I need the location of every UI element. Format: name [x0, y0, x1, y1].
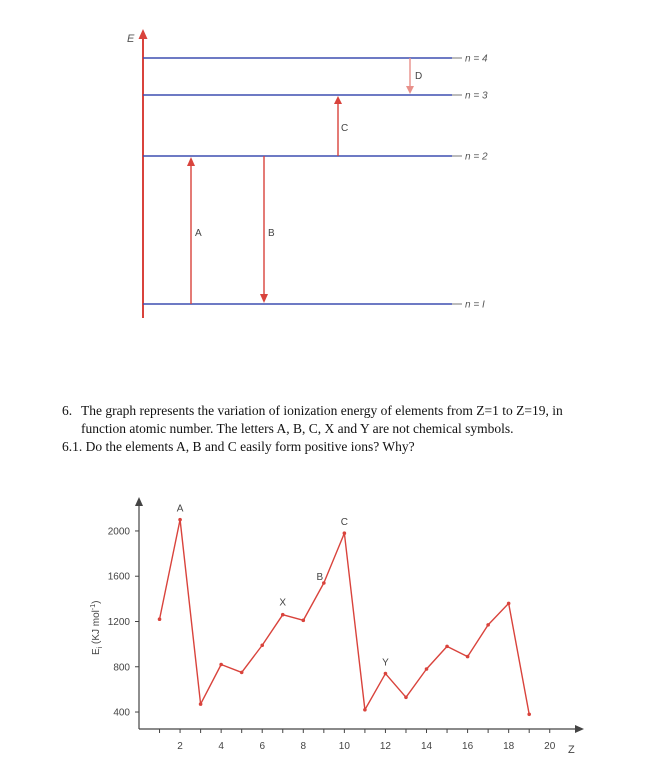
transition-label-c: C: [341, 123, 349, 134]
y-label-sub: i: [97, 646, 104, 649]
y-label-main: E: [91, 648, 102, 655]
data-point: [343, 531, 347, 535]
data-point: [281, 613, 285, 617]
y-tick-label: 800: [113, 662, 130, 674]
transition-label-a: A: [195, 228, 202, 239]
x-tick-label: 18: [503, 741, 515, 752]
data-point: [466, 655, 470, 659]
x-tick-label: 2: [177, 741, 183, 752]
data-point: [404, 696, 408, 700]
data-point: [486, 623, 490, 627]
data-point: [445, 645, 449, 649]
x-tick-label: 16: [462, 741, 474, 752]
annotation-label: X: [279, 597, 287, 609]
x-tick-label: 8: [300, 741, 307, 752]
question-6-line-1: The graph represents the variation of ionization energy of elements from Z=1 to Z=19, in: [81, 403, 563, 418]
energy-level-label: n = 2: [465, 151, 488, 163]
question-6-line-2: function atomic number. The letters A, B, C, X and Y are not chemical symbols.: [81, 421, 514, 436]
annotation-label: B: [316, 572, 324, 584]
y-label-unit: (KJ mol: [91, 610, 102, 647]
annotation-label: Y: [382, 657, 389, 669]
data-point: [384, 672, 388, 676]
y-axis-arrowhead: [135, 497, 143, 506]
data-point: [260, 643, 264, 647]
chart-axes: [135, 497, 584, 733]
y-label-close: ): [91, 600, 102, 604]
x-tick-label: 14: [420, 741, 433, 752]
data-point: [527, 712, 531, 716]
x-tick-label: 10: [338, 741, 350, 752]
x-tick-label: 20: [544, 741, 556, 752]
chart-x-axis-label: Z: [568, 744, 575, 756]
y-label-sup: -1: [90, 603, 97, 611]
annotation-label: A: [176, 503, 184, 515]
x-tick-label: 4: [218, 741, 224, 752]
y-tick-label: 2000: [107, 526, 130, 538]
series-line: [160, 520, 530, 715]
question-6-number: 6.: [62, 403, 73, 418]
data-point: [240, 671, 244, 675]
data-point: [425, 667, 429, 671]
data-point: [178, 518, 182, 522]
x-tick-label: 12: [379, 741, 392, 752]
x-axis-arrowhead: [575, 725, 584, 733]
transition-label-b: B: [268, 228, 275, 239]
energy-level-label: n = 4: [465, 53, 488, 65]
data-point: [219, 663, 223, 667]
chart-y-axis-label: [90, 601, 104, 655]
data-point: [301, 619, 305, 623]
y-tick-label: 1600: [107, 571, 130, 583]
x-tick-label: 6: [259, 741, 266, 752]
chart-series: [158, 518, 531, 716]
y-tick-label: 1200: [107, 616, 130, 628]
energy-axis-label: E: [127, 33, 135, 45]
annotation-label: C: [340, 517, 348, 529]
chart-ticks: [108, 526, 556, 752]
data-point: [199, 702, 203, 706]
y-tick-label: 400: [113, 707, 130, 719]
energy-level-label: n = I: [465, 299, 485, 311]
question-6-1: 6.1. Do the elements A, B and C easily form positive ions? Why?: [62, 439, 415, 454]
energy-level-label: n = 3: [465, 90, 488, 102]
data-point: [507, 602, 511, 606]
transition-label-d: D: [415, 71, 423, 82]
data-point: [363, 708, 367, 712]
data-point: [158, 617, 162, 621]
